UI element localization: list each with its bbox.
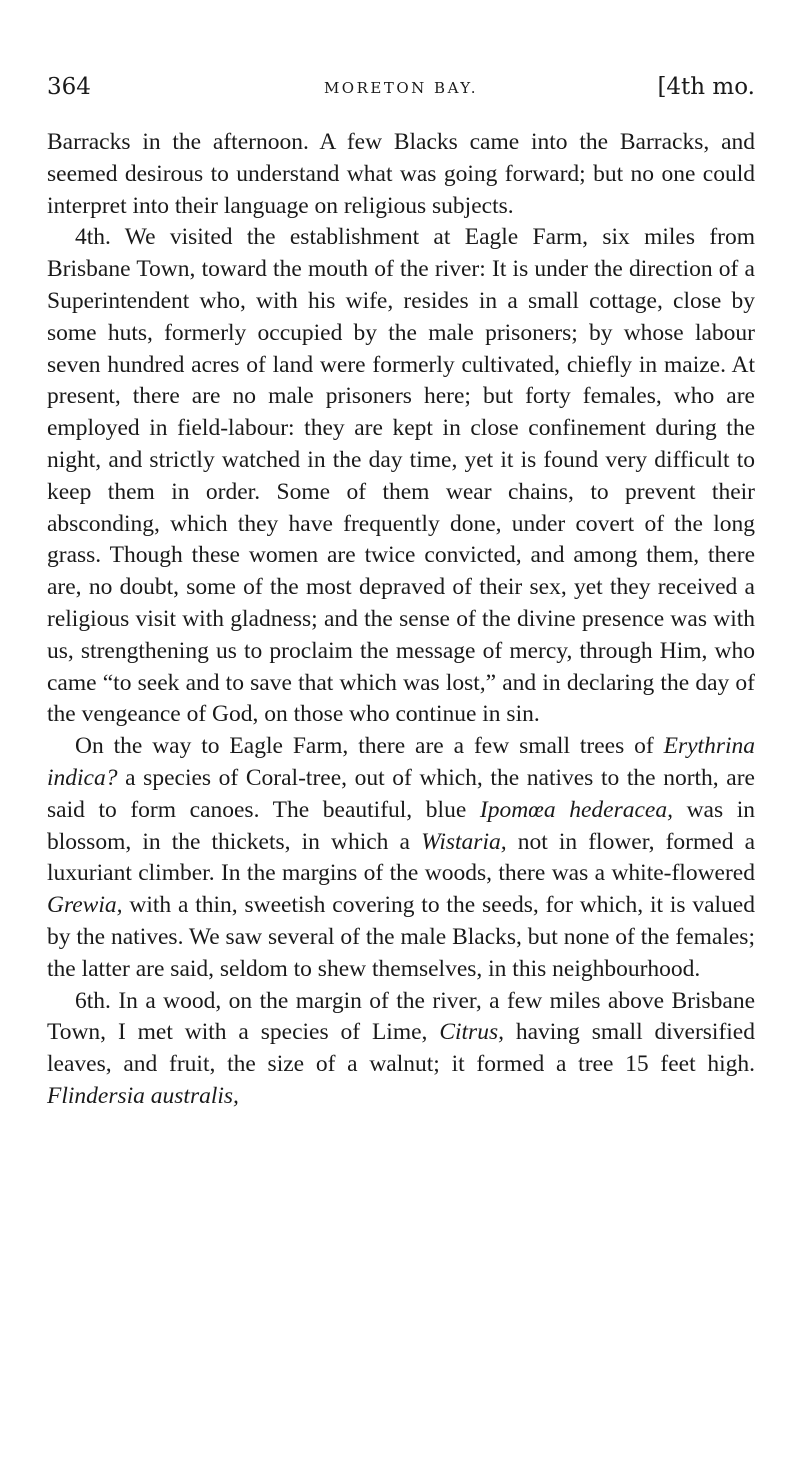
text-run: was in blossom, in the thickets, in which a [47,796,755,855]
italic-text: Flindersia australis, [47,1082,239,1109]
italic-text: Erythrina indica? [47,733,755,791]
text-run: 6th. In a wood, on the margin of the river, a few miles above Brisbane Town, I met with a species of Lime, [47,987,755,1046]
text-run: not in flower, formed a luxuriant climber. In the margins of the woods, there was a white-flowered [47,828,755,887]
text-run: Barracks in the afternoon. A few Blacks came into the Barracks, and seemed desirous to understand what was going forward; but no one could interpret into their language on religious subjects. [47,129,755,219]
page-header [47,74,755,108]
paragraph [47,222,755,731]
text-run: having small diversified leaves, and fruit, the size of a walnut; it formed a tree 15 feet high. [47,1019,755,1078]
page-number: 364 [47,74,91,100]
paragraph [47,986,755,1113]
text-run: On the way to Eagle Farm, there are a few small trees of [75,733,664,760]
running-title: MORETON BAY. [323,79,479,97]
paragraph [47,127,755,222]
paragraph [47,731,755,985]
body-text [47,127,755,1113]
italic-text: Citrus, [439,1019,504,1046]
text-run: 4th. We visited the establishment at Eagle Farm, six miles from Brisbane Town, toward the mouth of the river: It is under the direction of a Superintendent who, with his wife, resides in a small cottage, close by some huts, formerly occupied by the male prisoners; by whose labour seven hundred acres of land were formerly cultivated, chiefly in maize. At present, there are no male prisoners here; but forty females, who are employed in field-labour: they are kept in close confinement during the night, and strictly watched in the day time, yet it is found very difficult to keep them in order. Some of them wear chains, to prevent their absconding, which they have frequently done, under covert of the long grass. Though these women are twice convicted, and among them, there are, no doubt, some of the most depraved of their sex, yet they received a religious visit with gladness; and the sense of the divine presence was with us, strengthening us to proclaim the message of mercy, through Him, who came “to seek and to save that which was lost,” and in declaring the day of the vengeance of God, on those who continue in sin. [47,224,755,728]
italic-text: Ipomœa hederacea, [479,796,673,823]
text-run: a species of Coral-tree, out of which, the natives to the north, are said to form canoes. The beautiful, blue [47,764,755,823]
italic-text: Wistaria, [421,828,507,855]
italic-text: Grewia, [47,892,123,919]
section-mark: [4th mo. [657,74,755,100]
text-run: with a thin, sweetish covering to the seeds, for which, it is valued by the natives. We saw several of the male Blacks, but none of the females; the latter are said, seldom to shew themselves, in this neighbourhood. [47,892,755,982]
